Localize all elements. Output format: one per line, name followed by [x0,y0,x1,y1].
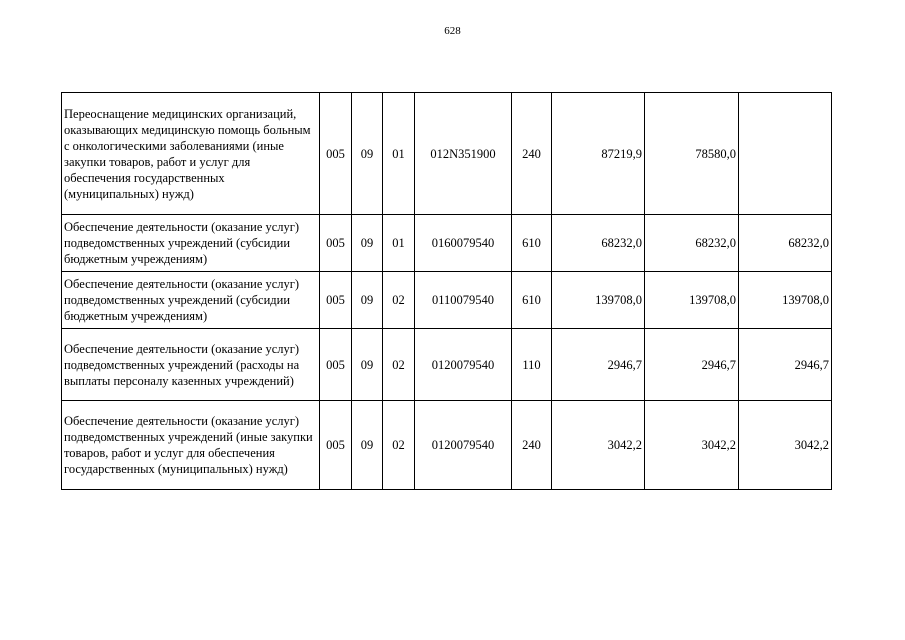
subsection-code: 01 [383,215,415,272]
amount-year-3 [739,93,832,215]
subsection-code: 01 [383,93,415,215]
expense-type-code: 610 [512,272,552,329]
amount-year-1: 87219,9 [552,93,645,215]
amount-year-2: 68232,0 [645,215,739,272]
amount-year-3: 2946,7 [739,329,832,401]
budget-table [61,92,832,490]
row-description: Обеспечение деятельности (оказание услуг) подведомственных учреждений (субсидии бюджетным учреждениям) [62,272,320,329]
target-article-code: 0160079540 [415,215,512,272]
amount-year-1: 2946,7 [552,329,645,401]
amount-year-2: 139708,0 [645,272,739,329]
target-article-code: 0120079540 [415,329,512,401]
expense-type-code: 610 [512,215,552,272]
amount-year-1: 3042,2 [552,401,645,490]
table-row [62,272,832,329]
amount-year-1: 139708,0 [552,272,645,329]
table-row [62,329,832,401]
amount-year-3: 139708,0 [739,272,832,329]
table-row [62,401,832,490]
amount-year-3: 68232,0 [739,215,832,272]
row-description: Переоснащение медицинских организаций, оказывающих медицинскую помощь больным с онкологическими заболеваниями (иные закупки товаров, работ и услуг для обеспечения государственных (муниципальных) нужд) [62,93,320,215]
row-description: Обеспечение деятельности (оказание услуг) подведомственных учреждений (иные закупки товаров, работ и услуг для обеспечения государственных (муниципальных) нужд) [62,401,320,490]
ministry-code: 005 [320,329,352,401]
amount-year-2: 3042,2 [645,401,739,490]
amount-year-2: 2946,7 [645,329,739,401]
section-code: 09 [352,272,383,329]
ministry-code: 005 [320,93,352,215]
target-article-code: 012N351900 [415,93,512,215]
amount-year-3: 3042,2 [739,401,832,490]
subsection-code: 02 [383,401,415,490]
ministry-code: 005 [320,272,352,329]
section-code: 09 [352,215,383,272]
target-article-code: 0110079540 [415,272,512,329]
ministry-code: 005 [320,401,352,490]
section-code: 09 [352,93,383,215]
amount-year-1: 68232,0 [552,215,645,272]
expense-type-code: 240 [512,93,552,215]
table-row [62,93,832,215]
page-number: 628 [444,25,461,37]
subsection-code: 02 [383,272,415,329]
row-description: Обеспечение деятельности (оказание услуг) подведомственных учреждений (расходы на выплаты персоналу казенных учреждений) [62,329,320,401]
section-code: 09 [352,401,383,490]
section-code: 09 [352,329,383,401]
expense-type-code: 110 [512,329,552,401]
table-row [62,215,832,272]
ministry-code: 005 [320,215,352,272]
row-description: Обеспечение деятельности (оказание услуг) подведомственных учреждений (субсидии бюджетным учреждениям) [62,215,320,272]
amount-year-2: 78580,0 [645,93,739,215]
target-article-code: 0120079540 [415,401,512,490]
expense-type-code: 240 [512,401,552,490]
subsection-code: 02 [383,329,415,401]
